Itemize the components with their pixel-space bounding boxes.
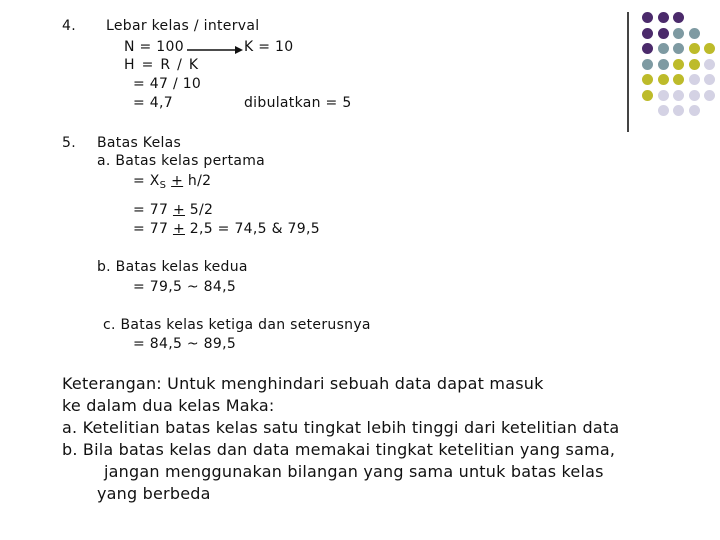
- rounded-value: dibulatkan = 5: [244, 95, 352, 111]
- decorative-dot: [642, 59, 653, 70]
- decorative-dot: [658, 28, 669, 39]
- decorative-dot: [704, 43, 715, 54]
- decorative-dot: [689, 90, 700, 101]
- subsection-b-value: = 79,5 ~ 84,5: [133, 279, 237, 295]
- decorative-dot: [673, 74, 684, 85]
- subsection-a-title: a. Batas kelas pertama: [97, 153, 266, 169]
- formula-h: H = R / K: [124, 57, 199, 73]
- section-4-title: Lebar kelas / interval: [106, 18, 260, 34]
- notes-line-6: yang berbeda: [97, 484, 211, 503]
- calc-step-2: = 4,7: [133, 95, 173, 111]
- decorative-dot: [658, 12, 669, 23]
- decorative-dot: [704, 90, 715, 101]
- notes-line-1: Keterangan: Untuk menghindari sebuah data dapat masuk: [62, 374, 544, 393]
- divider-line: [627, 12, 629, 132]
- k-value: K = 10: [244, 39, 294, 55]
- decorative-dot: [689, 43, 700, 54]
- subsection-c-title: c. Batas kelas ketiga dan seterusnya: [103, 317, 371, 333]
- decorative-dot: [689, 59, 700, 70]
- section-5-title: Batas Kelas: [97, 135, 182, 151]
- decorative-dot: [658, 90, 669, 101]
- decorative-dot: [658, 59, 669, 70]
- notes-line-3: a. Ketelitian batas kelas satu tingkat lebih tinggi dari ketelitian data: [62, 418, 620, 437]
- subsection-b-title: b. Batas kelas kedua: [97, 259, 248, 275]
- notes-line-4: b. Bila batas kelas dan data memakai tingkat ketelitian yang sama,: [62, 440, 616, 459]
- arrow-right-icon: [187, 45, 243, 55]
- decorative-dot: [673, 43, 684, 54]
- decorative-dot: [673, 105, 684, 116]
- decorative-dot: [704, 74, 715, 85]
- section-4-number: 4.: [62, 18, 76, 34]
- decorative-dot: [642, 90, 653, 101]
- notes-line-5: jangan menggunakan bilangan yang sama untuk batas kelas: [104, 462, 604, 481]
- decorative-dot: [658, 43, 669, 54]
- formula-batas-pertama: = $X_S + h/2$: [133, 173, 212, 191]
- decorative-dot: [642, 12, 653, 23]
- decorative-dot: [673, 12, 684, 23]
- subsection-c-value: = 84,5 ~ 89,5: [133, 336, 237, 352]
- decorative-dot: [658, 74, 669, 85]
- notes-line-2: ke dalam dua kelas Maka:: [62, 396, 275, 415]
- decorative-dot: [642, 74, 653, 85]
- calc-batas-line-3: = 77 + 2,5 = 74,5 & 79,5: [133, 221, 320, 237]
- decorative-dot: [689, 74, 700, 85]
- n-value: N = 100: [124, 39, 184, 55]
- section-5-number: 5.: [62, 135, 76, 151]
- decorative-dot: [689, 28, 700, 39]
- decorative-dot: [673, 90, 684, 101]
- decorative-dot: [642, 28, 653, 39]
- decorative-dot: [642, 43, 653, 54]
- decorative-dot: [673, 59, 684, 70]
- decorative-dot: [658, 105, 669, 116]
- decorative-dot: [673, 28, 684, 39]
- decorative-dot: [704, 59, 715, 70]
- calc-batas-line-2: = 77 + 5/2: [133, 202, 214, 218]
- decorative-dot: [689, 105, 700, 116]
- calc-step-1: = 47 / 10: [133, 76, 202, 92]
